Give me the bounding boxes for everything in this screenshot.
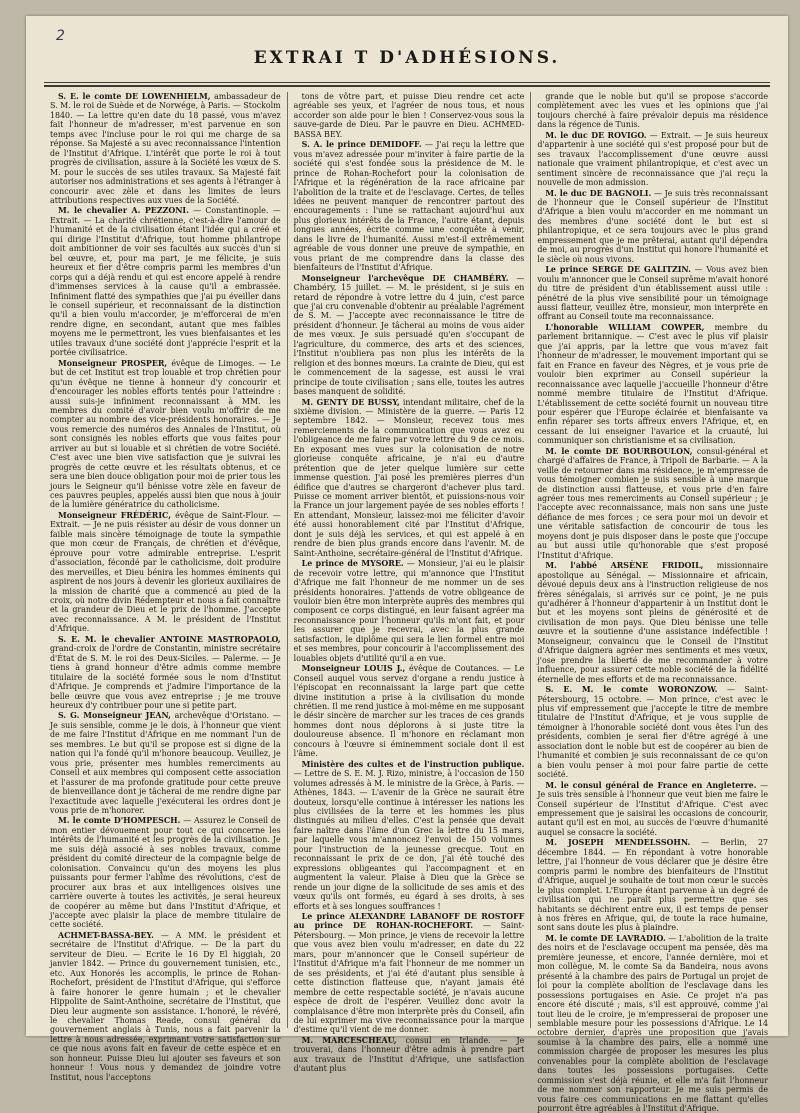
correspondent-name: Ministère des cultes et de l'instruction publique. bbox=[301, 759, 525, 769]
letter-text: grande que le noble but qu'il se propose s'accorde complètement avec les vues et les opinions que j'ai toujours cherché à faire prévaloir depuis ma résidence dans la régence de Tunis. bbox=[537, 92, 769, 130]
letter-text: consul-général et chargé d'affaires de France, à Tripoli de Barbarie. — A la veille de retourner dans ma résidence, je m'empresse de vous témoigner combien je suis sensible à une marque de distinction aussi flatteuse, et vous prie d'en faire agréer tous mes remerciments au Conseil supérieur ; je l'accepte avec reconnaissance, mais non sans une juste défiance de mes forces ; ce sera pour moi un devoir et une véritable satisfaction de concourir de tous les moyens dont je puis disposer dans le poste que j'occupe au but aussi utile qu'honorable que s'est proposé l'Institut d'Afrique. bbox=[537, 446, 769, 560]
correspondent-name: M. l'abbé ARSÈNE FRIDOIL, bbox=[545, 561, 704, 571]
correspondent-name: Le prince de MYSORE. bbox=[301, 559, 404, 569]
correspondent-name: L'honorable WILLIAM COWPER, bbox=[545, 322, 705, 332]
letter-text: — Extrait. — Je suis heureux d'appartenir à une société qui s'est proposé pour but de ses travaux l'accomplissement d'une œuvre aussi nationale que vraiment philantropique, et c'est avec un sentiment sincère de reconnaissance que j'ai reçu la nouvelle de mon admission. bbox=[537, 130, 769, 188]
letter-entry bbox=[537, 131, 768, 188]
letter-text: — L'abolition de la traite des noirs et de l'esclavage occupent ma pensée, dès ma première jeunesse, et encore, l'année dernière, moi et mon collègue, M. le comte Sa da Bandeira, nous avons présenté à la chambre des pairs de Portugal un projet de loi pour la complète abolition de l'esclavage dans les possessions portugaises en Asie. Ce projet n'a pas encore été discuté ; mais, s'il est approuvé, comme j'ai tout lieu de le croire, je m'empresserai de proposer une semblable mesure pour les possessions d'Afrique. Le 14 octobre dernier, d'après une proposition que j'avais soumise à la chambre des pairs, elle a nommé une commission chargée de proposer les mesures les plus convenables pour la complète abolition de l'esclavage dans toutes les possessions portugaises. Cette commission s'est déjà réunie, et elle m'a fait l'honneur de me nommer son rapporteur. Je me suis permis de vous faire ces communications en me flattant qu'elles pourront être agréables à l'Institut d'Afrique. bbox=[537, 933, 769, 1113]
letter-text: — Saint-Pétersbourg. — Mon prince, je viens de recevoir la lettre que vous avez bien voulu m'adresser, en date du 22 mars, pour m'annoncer que le Conseil supérieur de l'Institut d'Afrique m'a fait l'honneur de me nommer un de ses présidents, et j'ai été d'autant plus sensible à cette distinction flatteuse que, n'ayant jamais été membre de cette respectable société, je n'avais aucune espèce de droit de l'espérer. Veuillez donc avoir la complaisance d'être mon interprète près du Conseil, afin de lui exprimer ma vive reconnaissance pour la marque d'estime qu'il vient de me donner. bbox=[293, 921, 525, 1035]
letter-text: membre du parlement britannique. — C'est avec le plus vif plaisir que j'ai appris, par la lettre que vous m'avez fait l'honneur de m'adresser, le mouvement important qui se fait en France en faveur des Nègres, et je vous prie de vouloir bien exprimer au Conseil supérieur la reconnaissance avec laquelle j'accueille l'honneur d'être nommé membre titulaire de l'Institut d'Afrique. L'établissement de cette société fournit un nouveau titre pour espérer que l'Europe éclairée et bienfaisante va enfin réparer ses torts affreux envers l'Afrique, et, en cessant de lui enseigner l'avarice et la cruauté, lui communiquer son christianisme et sa civilisation. bbox=[537, 322, 769, 446]
column-2 bbox=[287, 92, 531, 1074]
letter-entry bbox=[50, 931, 281, 1082]
correspondent-name: M. le comte DE LAVRADIO. bbox=[545, 933, 666, 943]
page-number: 2 bbox=[56, 28, 65, 44]
correspondent-name: ACHMET-BASSA-BEY. bbox=[58, 930, 154, 940]
letter-entry bbox=[50, 92, 281, 205]
title-rule-thick bbox=[44, 85, 770, 87]
title-rule bbox=[44, 82, 770, 83]
letter-text: — J'ai reçu la lettre que vous m'avez adressée pour m'inviter à faire partie de la société qui s'est fondée sous la présidence de M. le prince de Rohan-Rochefort pour la colonisation de l'Afrique et la régénération de la race africaine par l'abolition de la traite et de l'esclavage. Certes, de telles idées ne peuvent manquer de rencontrer partout des encouragements : l'une se rattachant aujourd'hui aux plus glorieux intérêts de la France, l'autre étant, depuis longues années, écrite comme une conquête à venir, dans le livre de l'humanité. Aussi m'est-il extrêmement agréable de vous donner une preuve de sympathie, en vous priant de me comprendre dans la classe des bienfaiteurs de l'Institut d'Afrique. bbox=[293, 140, 525, 273]
letter-entry bbox=[537, 561, 768, 684]
letter-entry bbox=[294, 760, 525, 911]
letter-entry bbox=[537, 838, 768, 933]
letter-entry bbox=[50, 359, 281, 510]
letter-entry bbox=[50, 206, 281, 357]
letter-entry bbox=[537, 189, 768, 265]
letter-text: — Vous avez bien voulu m'annoncer que le Conseil suprême m'avait honoré du titre de président d'un établissement aussi utile : pénétré de la plus vive sensibilité pour un témoignage aussi flatteur, veuillez être, monsieur, mon interprète en offrant au Conseil toute ma reconnaissance. bbox=[537, 265, 769, 322]
correspondent-name: M. GENTY DE BUSSY, bbox=[301, 397, 400, 407]
letter-text: — Saint-Pétersbourg, 15 octobre. — Mon prince, c'est avec le plus vif empressement que j'accepte le titre de membre titulaire de l'Institut d'Afrique, et je vous supplie de témoigner à l'honorable société dont vous êtes l'un des présidents, combien je serai fier d'être agrégé à une association dont le noble but est de coopérer au bien de l'humanité et combien je suis reconnaissant de ce qu'on a bien voulu penser à moi pour faire partie de cette société. bbox=[537, 685, 769, 780]
letter-entry bbox=[537, 781, 768, 838]
letter-entry bbox=[537, 92, 768, 130]
column-1 bbox=[44, 92, 287, 1082]
correspondent-name: M. le chevalier A. PEZZONI. bbox=[58, 206, 189, 216]
letter-entry bbox=[50, 635, 281, 711]
letter-entry bbox=[537, 685, 768, 780]
letter-entry bbox=[537, 447, 768, 560]
letter-text: tons de vôtre part, et puisse Dieu rendre cet acte agréable ses yeux, et l'agréer de nous tous, et nous accorder son aide pour le bien ! Conservez-vous sous la sauve-garde de Dieu. Par le pauvre en Dieu. ACHMED-BASSA BEY. bbox=[293, 92, 525, 139]
correspondent-name: Monseigneur PROSPER, bbox=[58, 358, 168, 368]
letter-entry bbox=[537, 934, 768, 1113]
letter-text: — Constantinople. — Extrait. — La charité chrétienne, c'est-à-dire l'amour de l'humanité et de la civilisation étant l'idée qui a créé et qui dirige l'Institut d'Afrique, tout homme philantrope doit ambitionner de voir ses facultés aux succès d'un si bel œuvre, et, pour ma part, je me félicite, je suis heureux et fier d'être compris parmi les membres d'un corps qui a déjà rendu et qui est encore appelé à rendre d'immenses services à la cause qu'il a embrassée. Infiniment flatté des sympathies que j'ai pu éveiller dans le conseil supérieur, et reconnaissant de la distinction qu'il a bien voulu m'accorder, je m'efforcerai de m'en rendre digne, en secondant, autant que mes faibles moyens me le permettront, les vues bienfaisantes et les utiles travaux d'une société dont j'apprécie l'esprit et la portée civilisatrice. bbox=[50, 206, 281, 358]
letter-text: — Berlin, 27 décembre 1844. — En répondant à votre honorable lettre, j'ai l'honneur de vous déclarer que je désire être compris parmi le nombre des bienfaiteurs de l'Institut d'Afrique, auquel je souhaite de tout mon cœur le succès le plus complet. L'Europe étant parvenue à un degré de civilisation qui ne paraît plus permettre que ses habitants se déchirent entre eux, il est temps de penser à nos frères en Afrique, qui, de toute la race humaine, sont sans doute les plus à plaindre. bbox=[537, 838, 769, 933]
letter-text: — A MM. le président et secrétaire de l'Institut d'Afrique. — De la part du serviteur de Dieu. — Ecrite le 16 Dy El higgiah, 20 janvier 1842. — Prince du gouvernement tunisien, etc., etc. Aux Honorés les accomplis, le prince de Rohan-Rochefort, président de l'Institut d'Afrique, qui s'efforce à faire honorer le genre humain ; et le chevalier Hippolite de Saint-Anthoine, secrétaire de l'Institut, que Dieu leur augmente son assistance. L'honoré, le révéré, le chevalier Thomas Reade, consul général du gouvernement anglais à Tunis, nous a fait parvenir la lettre à nous adressée, exprimant votre satisfaction sur ce que nous avons fait en faveur de cette espèce et en son honneur. Puisse Dieu lui ajouter ses faveurs et son honneur ! Vous nous y demandez de joindre votre Institut, nous l'acceptons bbox=[50, 930, 281, 1082]
correspondent-name: Monseigneur FRÉDÉRIC, bbox=[58, 510, 171, 520]
letter-entry bbox=[294, 274, 525, 397]
correspondent-name: M. JOSEPH MENDELSSOHN. bbox=[545, 838, 691, 848]
correspondent-name: M. le comte D'HOMPESCH. bbox=[58, 816, 181, 826]
correspondent-name: M. le comte DE BOURBOULON, bbox=[545, 446, 693, 456]
letter-entry bbox=[294, 559, 525, 663]
document-page bbox=[26, 16, 788, 1113]
letter-text: — Monsieur, j'ai eu le plaisir de recevoir votre lettre, qui m'annonce que l'Institut d'Afrique me fait l'honneur de me nommer un de ses présidents honoraires. J'attends de votre obligeance de vouloir bien être mon interprète auprès des membres qui composent ce corps distingué, en leur faisant agréer ma reconnaissance pour l'honneur qu'ils m'ont fait, et pour les assurer que je recevrai, avec la plus grande satisfaction, le diplôme qui sera le lien formel entre moi et ses membres, pour concourir à l'accomplissement des louables objets d'utilité qu'il a en vue. bbox=[293, 559, 525, 663]
letter-text: grand-croix de l'ordre de Constantin, ministre secrétaire d'État de S. M. le roi des Deux-Siciles. — Palerme. — Je tiens à grand honneur d'être admis comme membre titulaire de la société formée sous le nom d'Institut d'Afrique. Je comprends et j'admire l'importance de la belle œuvre que vous avez entreprise ; je me trouve heureux d'y contribuer pour une si petite part. bbox=[50, 644, 281, 710]
correspondent-name: M. le duc DE BAGNOLI. bbox=[545, 188, 652, 198]
letter-entry bbox=[294, 398, 525, 559]
correspondent-name: S. E. M. le chevalier ANTOINE MASTROPAOLO, bbox=[58, 634, 281, 644]
letter-entry bbox=[294, 140, 525, 272]
letter-entry bbox=[537, 265, 768, 322]
letter-text: ambassadeur de S. M. le roi de Suède et de Norwége, à Paris. — Stockolm 1840. — La lettre qu'en date du 18 passé, vous m'avez fait l'honneur de m'adresser, m'est parvenue en son temps avec l'incluse pour le roi qui me charge de sa réponse. Sa Majesté a su avec reconnaissance l'intention de l'Institut d'Afrique. L'intérêt que porte le roi à tout progrès de civilisation, assure à la Société les vœux de S. M. pour le succès de ses utiles travaux. Sa Majesté fait autoriser nos administrations et ses agents à l'étranger à concourir avec zèle et dans les limites de leurs attributions respectives aux vues de la Société. bbox=[50, 92, 281, 205]
letter-text: missionnaire apostolique au Sénégal. — Missionnaire et africain, dévoué depuis deux ans à l'instruction religieuse de nos frères sénégalais, si arrivés sur ce point, je ne puis qu'adhérer à l'honneur d'appartenir à un Institut dont le but et les moyens sont pleins de générosité et de civilisation de mon pays. Que Dieu bénisse une telle œuvre et la soutienne d'une assistance indéfectible ! Monseigneur, convaincu que le Conseil de l'Institut d'Afrique daignera agréer mes sentiments et mes vœux, j'ose prendre la liberté de me recommander à votre influence, pour assurer cette noble société de la fidélité éternelle de mes efforts et de ma reconnaissance. bbox=[537, 561, 769, 684]
letter-text: — Je suis très reconnaissant de l'honneur que le Conseil supérieur de l'Institut d'Afrique a bien voulu m'accorder en me nommant un des membres d'une société dont le but est si philantropique, et ce sera toujours avec le plus grand empressement que je me prêterai, autant qu'il dépendra de moi, au progrès d'un Institut qui honore l'humanité et le siècle où nous vivons. bbox=[537, 188, 769, 264]
correspondent-name: Le prince ALEXANDRE LABANOFF DE ROSTOFF au prince DE ROHAN-ROCHEFORT. bbox=[293, 911, 525, 931]
letter-entry bbox=[537, 323, 768, 446]
text-columns bbox=[44, 92, 774, 1113]
letter-text: archevêque d'Oristano. — Je suis sensible, comme je le dois, à l'honneur que vient de me faire l'Institut d'Afrique en me nommant l'un de ses membres. Le but qu'il se propose est si digne de la nation qui l'a fondé qu'il m'honore beaucoup. Veuillez, je vous prie, présenter mes humbles remerciments au Conseil et aux membres qui composent cette association et l'assurer de ma profonde gratitude pour cette preuve de bienveillance dont je tâcherai de me rendre digne par l'exactitude avec laquelle j'exécuterai les ordres dont je vous prie de m'honorer. bbox=[50, 711, 281, 815]
letter-entry bbox=[50, 816, 281, 929]
letter-text: évêque de Saint-Flour. — Extrait. — Je ne puis résister au désir de vous donner un faible mais sincère témoignage de toute la sympathie que mon cœur de Français, de chrétien et d'évêque, éprouve pour votre admirable entreprise. L'esprit d'association, fécondé par le catholicisme, doit produire des merveilles, et Dieu bénira les hommes éminents qui aspirent de nos jours à devenir les glorieux auxiliaires de la mission de charité que a commencé au pied de la croix, où notre divin Rédempteur et nous a fait connaître et la grandeur de Dieu et le prix de l'homme. J'accepte avec reconnaissance. A M. le président de l'Institut d'Afrique. bbox=[50, 510, 281, 634]
letter-text: — Je suis très sensible à l'honneur que veut bien me faire le Conseil supérieur de l'Institut d'Afrique. C'est avec empressement que je saisirai les occasions de concourir, autant qu'il est en moi, au succès de l'œuvre d'humanité auquel se consacre la société. bbox=[537, 780, 769, 837]
correspondent-name: S. A. le prince DEMIDOFF. bbox=[301, 140, 422, 150]
letter-entry bbox=[294, 912, 525, 1035]
letter-text: — Assurez le Conseil de mon entier dévouement pour tout ce qui concerne les intérêts de l'humanité et les progrès de la civilisation. Je me suis déjà associé à ses nobles travaux, comme président du comité directeur de la compagnie belge de colonisation. Convaincu qu'un des moyens les plus puissants pour fermer l'abîme des révolutions, c'est de procurer aux bras et aux intelligences oisives une carrière ouverte à toutes les activités, je serai heureux de coopérer au même but dans l'Institut d'Afrique, et j'accepte avec plaisir la place de membre titulaire de cette société. bbox=[50, 816, 281, 930]
letter-text: — Chambéry, 15 juillet. — M. le président, si je suis en retard de répondre à votre lettre du 4 juin, c'est parce que j'ai cru convenable d'obtenir au préalable l'agrément de S. M. — J'accepte avec reconnaissance le titre de président d'honneur. Je tâcherai au moins de vous aider de mes vœux. Je suis persuadé qu'en s'occupant de l'agriculture, du commerce, des arts et des sciences, l'Institut n'oubliera pas non plus les intérêts de la religion et des bonnes mœurs. La crainte de Dieu, qui est le commencement de la sagesse, est aussi le vrai principe de toute civilisation ; sans elle, toutes les autres bases manquent de solidité. bbox=[293, 273, 525, 397]
letter-text: évêque de Coutances. — Le Conseil auquel vous servez d'organe a rendu justice à l'épiscopat en reconnaissant la large part que cette divine institution a prise à la civilisation du monde chrétien. Il me rend justice à moi-même en me supposant le désir sincère de marcher sur les traces de ces grands hommes dont nous déplorons à si juste titre la douloureuse absence. Il m'honore en réclamant mon concours à l'œuvre si éminemment sociale dont il est l'âme. bbox=[293, 664, 525, 759]
letter-text: évêque de Limoges. — Le but de cet Institut est trop louable et trop chrétien pour qu'un évêque ne tienne à honneur d'y concourir et d'encourager les nobles efforts tentés pour l'atteindre : aussi suis-je infiniment reconnaissant à MM. les membres du comité d'avoir bien voulu m'offrir de me compter au nombre des vice-présidents honoraires. — Je vous remercie des numéros des Annales de l'Institut, où sont consignés les nobles efforts que vous faites pour arriver au but si louable et si chrétien de votre Société. C'est avec une bien vive satisfaction que je suivrai les progrès de cette œuvre et les résultats obtenus, et ce sera une bien douce obligation pour moi de prier tous les jours le Seigneur qu'il bénisse votre zèle en faveur de ces pauvres peuples, appelés aussi bien que nous à jouir de la lumière génératrice du catholicisme. bbox=[50, 358, 281, 510]
correspondent-name: M. le duc DE ROVIGO. bbox=[545, 130, 647, 140]
letter-entry bbox=[294, 92, 525, 139]
correspondent-name: M. MARCESCHEAU, bbox=[301, 1035, 397, 1045]
letter-entry bbox=[294, 664, 525, 759]
correspondent-name: S. E. M. le comte WORONZOW. bbox=[545, 685, 718, 695]
correspondent-name: Monseigneur l'archevêque DE CHAMBÉRY. bbox=[301, 273, 509, 283]
column-3 bbox=[530, 92, 774, 1113]
correspondent-name: M. le consul général de France en Angleterre. bbox=[545, 780, 757, 790]
correspondent-name: Le prince SERGE DE GALITZIN. bbox=[545, 265, 691, 275]
correspondent-name: Monseigneur LOUIS J., bbox=[301, 664, 406, 674]
letter-entry bbox=[50, 511, 281, 634]
letter-entry bbox=[294, 1036, 525, 1074]
page-title: EXTRAI T D'ADHÉSIONS. bbox=[253, 48, 561, 68]
correspondent-name: S. E. le comte DE LOWENHIELM, bbox=[58, 92, 211, 101]
letter-text: intendant militaire, chef de la sixième division. — Ministère de la guerre. — Paris 12 septembre 1842. — Monsieur, recevez tous mes remerciements de la communication que vous avez eu l'obligeance de me faire par votre lettre du 9 de ce mois. En exposant mes vues sur la colonisation de notre glorieuse conquête africaine, je n'ai eu d'autre prétention que de jeter quelque lumière sur cette immense question. J'ai posé les premières pierres d'un édifice que d'autres se chargeront d'achever plus tard. Puisse ce moment arriver bientôt, et puissions-nous voir la France un jour largement payée de ses nobles efforts ! En attendant, Monsieur, laissez-moi me féliciter d'avoir été aussi honorablement cité par l'Institut d'Afrique, dont je suis déjà les services, et qui est appelé à en rendre de bien plus grands encore dans l'avenir. M. de Saint-Anthoine, secrétaire-général de l'Institut d'Afrique. bbox=[293, 397, 525, 558]
correspondent-name: S. G. Monseigneur JEAN, bbox=[58, 711, 171, 721]
letter-entry bbox=[50, 711, 281, 815]
letter-text: consul en Irlande. — Je trouverai, dans l'honneur d'être admis à prendre part aux travaux de l'Institut d'Afrique, une satisfaction d'autant plus bbox=[293, 1035, 525, 1074]
letter-text: — Lettre de S. E. M. J. Rizo, ministre, à l'occasion de 150 volumes adressés à M. le ministre de la Grèce, à Paris. — Athènes, 1843. — L'avenir de la Grèce ne saurait être douteux, lorsqu'elle continue à intéresser les nations les plus civilisées de la terre et les hommes les plus distingués au milieu d'elles. C'est la pensée que devait faire naître dans l'âme d'un Grec la lettre du 15 mars, par laquelle vous m'annoncez l'envoi de 150 volumes pour l'instruction de la jeunesse grecque. Tout en reconnaissant le prix de ce don, j'ai été touché des expressions obligeantes qui l'accompagnent et en augmentent la valeur. Plaise à Dieu que la Grèce se rende un jour digne de la sollicitude de ses amis et des vœux qu'ils ont formés, eu égard à ses droits, à ses efforts et à ses longues souffrances ! bbox=[293, 769, 525, 911]
